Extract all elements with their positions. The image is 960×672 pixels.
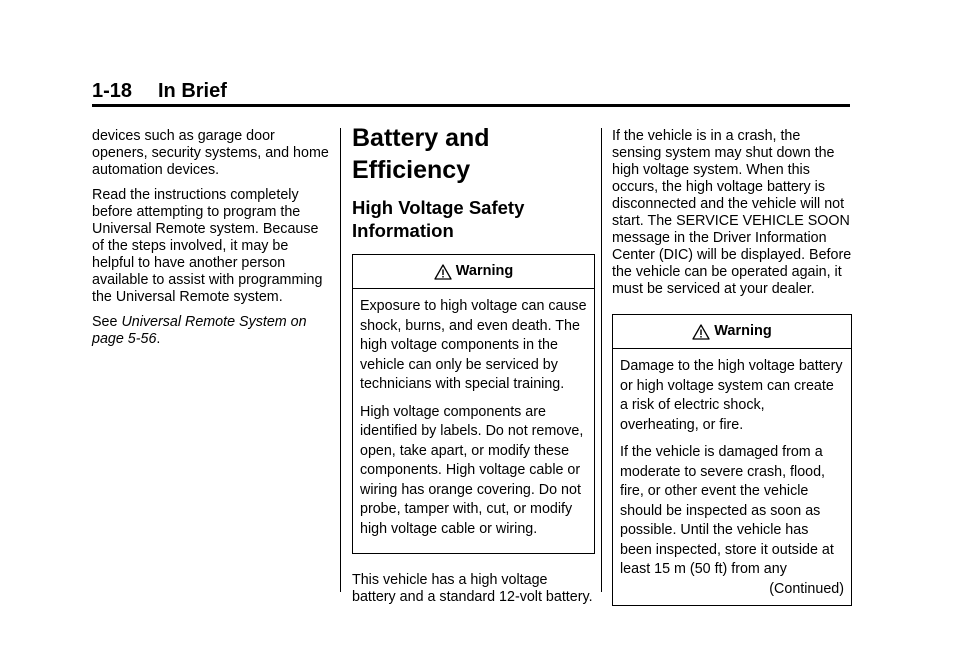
section-title: In Brief (158, 80, 227, 102)
warning-paragraph: Exposure to high voltage can cause shock, burns, and even death. The high voltage components in the vehicle can only be serviced by technicians with special training. (360, 298, 587, 392)
cross-reference-link[interactable]: Universal Remote System on page 5-56 (92, 314, 307, 347)
warning-paragraph: High voltage components are identified by labels. Do not remove, open, take apart, or modify these components. High voltage cable or wiring has orange covering. Do not probe, tamper with, cut, or modify high voltage cable or wiring. (360, 403, 584, 537)
column-left (92, 128, 332, 356)
paragraph: devices such as garage door openers, security systems, and home automation devices. (92, 128, 329, 178)
subsection-title: High Voltage Safety Information (352, 197, 525, 241)
see-prefix: See (92, 314, 118, 330)
see-suffix: . (156, 331, 161, 347)
warning-box (352, 254, 595, 554)
warning-triangle-icon (434, 264, 452, 280)
paragraph: If the vehicle is in a crash, the sensing system may shut down the high voltage system. When this occurs, the high voltage battery is disconnected and the vehicle will not start. The SERVICE VEHICLE SOON message in the Driver Information Center (DIC) will be displayed. Before the vehicle can be operated again, it must be serviced at your dealer. (612, 128, 852, 297)
column-divider-right (601, 128, 602, 592)
warning-label: Warning (455, 263, 514, 279)
warning-triangle-icon (692, 324, 710, 340)
warning-paragraph: Damage to the high voltage battery or high voltage system can create a risk of electric shock, overheating, or fire. (620, 358, 843, 433)
warning-paragraph: If the vehicle is damaged from a moderate to severe crash, flood, fire, or other event the vehicle should be inspected as soon as possible. Until the vehicle has been inspected, store it outside at least 15 m (50 ft) from any (620, 444, 834, 577)
warning-header (353, 255, 594, 289)
page-header (92, 80, 850, 106)
continued-label: (Continued) (769, 580, 844, 597)
warning-body (353, 289, 594, 553)
header-rule (92, 104, 850, 107)
page-number: 1-18 (92, 80, 133, 102)
paragraph: This vehicle has a high voltage battery and a standard 12-volt battery. (352, 572, 593, 605)
warning-header (613, 315, 851, 349)
chapter-title: Battery and Efficiency (352, 124, 490, 184)
warning-box (612, 314, 852, 606)
warning-label: Warning (714, 323, 772, 339)
paragraph: Read the instructions completely before attempting to program the Universal Remote system. Because of the steps involved, it may be helpful to have another person available to assist with programming the Universal Remote system. (92, 187, 323, 305)
column-right (612, 128, 852, 624)
column-middle (340, 122, 595, 606)
warning-body (613, 349, 851, 605)
cross-reference-paragraph (92, 314, 332, 348)
